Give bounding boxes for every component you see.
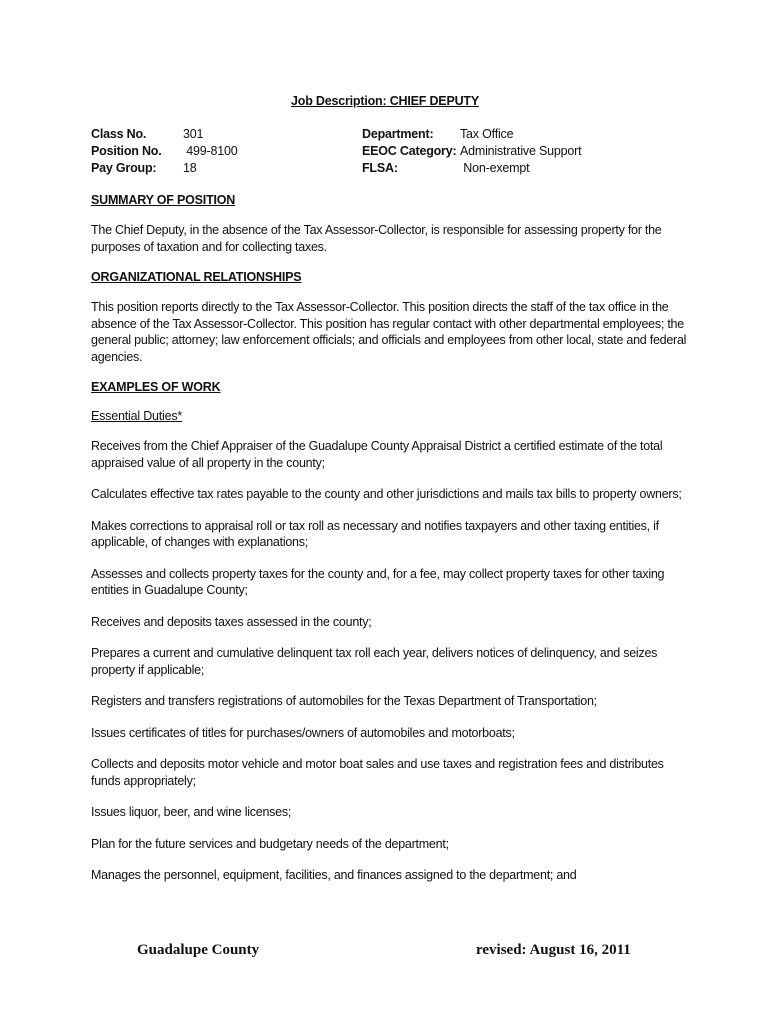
eeoc-category-row — [362, 143, 581, 160]
flsa-row — [362, 160, 581, 177]
duty-item: Plan for the future services and budgetary needs of the department; — [91, 836, 449, 851]
duty-item: Receives from the Chief Appraiser of the Guadalupe County Appraisal District a certified estimate of the total appraised value of all property in the county; — [91, 439, 663, 470]
duty-item: Prepares a current and cumulative delinquent tax roll each year, delivers notices of delinquency, and seizes property if applicable; — [91, 646, 658, 677]
duty-item: Registers and transfers registrations of automobiles for the Texas Department of Transportation; — [91, 694, 597, 708]
department-info — [362, 126, 581, 177]
duty-item: Makes corrections to appraisal roll or tax roll as necessary and notifies taxpayers and other taxing entities, if applicable, of changes with explanations; — [91, 518, 659, 549]
footer-county: Guadalupe County — [137, 942, 260, 958]
department-row — [362, 126, 581, 143]
eeoc-category-value: Administrative Support — [460, 144, 582, 158]
duty-item: Receives and deposits taxes assessed in the county; — [91, 614, 372, 629]
department-value: Tax Office — [460, 127, 514, 141]
duty-item: Assesses and collects property taxes for the county and, for a fee, may collect property taxes for other taxing entities in Guadalupe County; — [91, 566, 665, 597]
footer-revised-date: revised: August 16, 2011 — [476, 942, 631, 958]
summary-heading: SUMMARY OF POSITION — [91, 193, 236, 207]
examples-of-work-heading: EXAMPLES OF WORK — [91, 380, 221, 394]
document-body — [91, 193, 691, 899]
document-title: Job Description: CHIEF DEPUTY — [291, 94, 479, 108]
flsa-value: Non-exempt — [460, 161, 530, 175]
org-relationships-text: This position reports directly to the Tax Assessor-Collector. This position directs the staff of the tax office in the absence of the Tax Assessor-Collector. This position has regular contact with other departmental employees; the general public; attorney; law enforcement officials; and officials and employees from other local, state and federal agencies. — [91, 300, 687, 364]
position-no-value: 499-8100 — [183, 144, 238, 158]
duty-item: Issues certificates of titles for purchases/owners of automobiles and motorboats; — [91, 725, 515, 740]
position-no-row — [91, 143, 238, 160]
position-info — [91, 126, 238, 177]
duties-list — [91, 438, 691, 884]
position-no-label: Position No. — [91, 144, 162, 158]
class-no-row — [91, 126, 238, 143]
duty-item: Collects and deposits motor vehicle and motor boat sales and use taxes and registration fees and distributes funds appropriately; — [91, 757, 664, 788]
essential-duties-label: Essential Duties* — [91, 409, 183, 423]
class-no-value: 301 — [183, 127, 204, 141]
flsa-label: FLSA: — [362, 161, 398, 175]
summary-text: The Chief Deputy, in the absence of the Tax Assessor-Collector, is responsible for assessing property for the purposes of taxation and for collecting taxes. — [91, 223, 662, 254]
pay-group-value: 18 — [183, 161, 197, 175]
duty-item: Manages the personnel, equipment, facilities, and finances assigned to the department; and — [91, 868, 577, 882]
department-label: Department: — [362, 127, 434, 141]
duty-item: Calculates effective tax rates payable to the county and other jurisdictions and mails tax bills to property owners; — [91, 487, 682, 501]
duty-item: Issues liquor, beer, and wine licenses; — [91, 805, 292, 819]
class-no-label: Class No. — [91, 127, 147, 141]
pay-group-label: Pay Group: — [91, 161, 157, 175]
org-relationships-heading: ORGANIZATIONAL RELATIONSHIPS — [91, 270, 302, 284]
pay-group-row — [91, 160, 238, 177]
eeoc-category-label: EEOC Category: — [362, 144, 457, 158]
